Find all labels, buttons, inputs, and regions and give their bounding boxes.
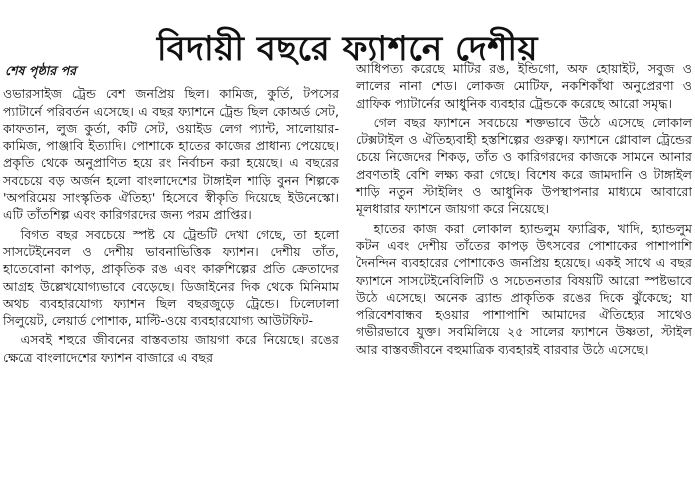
article-paragraph: হাতের কাজ করা লোকাল হ্যান্ডলুম ফ্যাব্রিক, খাদি, হ্যান্ডলুম কটন এবং দেশীয় তাঁতের কাপড় উৎসবের পোশাকের পাশাপাশি দৈনন্দিন ব্যবহারের পোশাকেও জনপ্রিয় হয়েছে। একই সাথে এ বছর ফ্যাশনে সাসটেইনেবিলিটি ও সচেতনতার বিষয়টি আরো স্পষ্টভাবে উঠে এসেছে। অনেক ব্র্যান্ড প্রাকৃতিক রঙের দিকে ঝুঁকেছে; যা পরিবেশবান্ধব হওয়ার পাশাপাশি আমাদের ঐতিহ্যের সাথেও গভীরভাবে যুক্ত। সবমিলিয়ে ২৫ সালের ফ্যাশনে উষ্ণতা, স্টাইল আর বাস্তবজীবনে বহুমাত্রিক ব্যবহারই বারবার উঠে এসেছে।: [356, 220, 692, 357]
continued-from-label: শেষ পৃষ্ঠার পর: [5, 63, 77, 78]
article-paragraph: এসবই শহুরে জীবনের বাস্তবতায় জায়গা করে নিয়েছে। রঙের ক্ষেত্রে বাংলাদেশের ফ্যাশন বাজারে এ বছর: [3, 332, 339, 365]
article-paragraph: আধিপত্য করেছে মাটির রঙ, ইন্ডিগো, অফ হোয়াইট, সবুজ ও লালের নানা শেড। লোকজ মোটিফ, নকশিকাঁথা অনুপ্রেরণা ও গ্রাফিক প্যাটার্নের আধুনিক ব্যবহার ট্রেন্ডকে করেছে আরো সমৃদ্ধ।: [356, 61, 692, 111]
article-column-right: [356, 60, 692, 358]
article-paragraph: বিগত বছর সবচেয়ে স্পষ্ট যে ট্রেন্ডটি দেখা গেছে, তা হলো সাসটেইনেবল ও দেশীয় ভাবনাভিত্তিক ফ্যাশন। দেশীয় তাঁত, হাতেবোনা কাপড়, প্রাকৃতিক রঙ এবং কারুশিল্পের প্রতি ক্রেতাদের আগ্রহ উল্লেখযোগ্যভাবে বেড়েছে। ডিজাইনের দিক থেকে মিনিমাম অথচ ব্যবহারযোগ্য ফ্যাশন ছিল বছরজুড়ে ট্রেন্ডে। ঢিলেঢালা সিলুয়েট, লেয়ার্ড পোশাক, মাল্টি-ওয়ে ব্যবহারযোগ্য আউটফিট-: [3, 226, 339, 329]
article-headline: বিদায়ী বছরে ফ্যাশনে দেশীয়: [156, 28, 539, 69]
article-column-left: [3, 62, 339, 366]
article-paragraph: ওভারসাইজ ট্রেন্ড বেশ জনপ্রিয় ছিল। কামিজ, কুর্তি, টপসের প্যাটার্নে পরিবর্তন এসেছে। এ বছর ফ্যাশনে ট্রেন্ড ছিল কোঅর্ড সেট, কাফতান, লুজ কুর্তা, কটি সেট, ওয়াইড লেগ প্যান্ট, সালোয়ার-কামিজ, পাঞ্জাবি ইত্যাদি। পোশাকে হাতের কাজের প্রাধান্য পেয়েছে। প্রকৃতি থেকে অনুপ্রাণিত হয়ে রং নির্বাচন করা হয়েছে। এ বছরের সবচেয়ে বড় অর্জন হলো বাংলাদেশের টাঙ্গাইল শাড়ি বুনন শিল্পকে 'অপরিমেয় সাংস্কৃতিক ঐতিহ্য' হিসেবে স্বীকৃতি দিয়েছে ইউনেস্কো। এটি তাঁতশিল্প এবং কারিগরদের জন্য পরম প্রাপ্তির।: [3, 86, 339, 223]
article-paragraph: গেল বছর ফ্যাশনে সবচেয়ে শক্তভাবে উঠে এসেছে লোকাল টেক্সটাইল ও ঐতিহ্যবাহী হস্তশিল্পের গুরুত্ব। ফ্যাশনে গ্লোবাল ট্রেন্ডের চেয়ে নিজেদের শিকড়, তাঁত ও কারিগরদের কাজকে সামনে আনার প্রবণতাই বেশি লক্ষ্য করা গেছে। বিশেষ করে জামদানি ও টাঙ্গাইল শাড়ি নতুন স্টাইলিং ও আধুনিক উপস্থাপনার মাধ্যমে আবারো মূলধারার ফ্যাশনে জায়গা করে নিয়েছে।: [356, 114, 692, 217]
